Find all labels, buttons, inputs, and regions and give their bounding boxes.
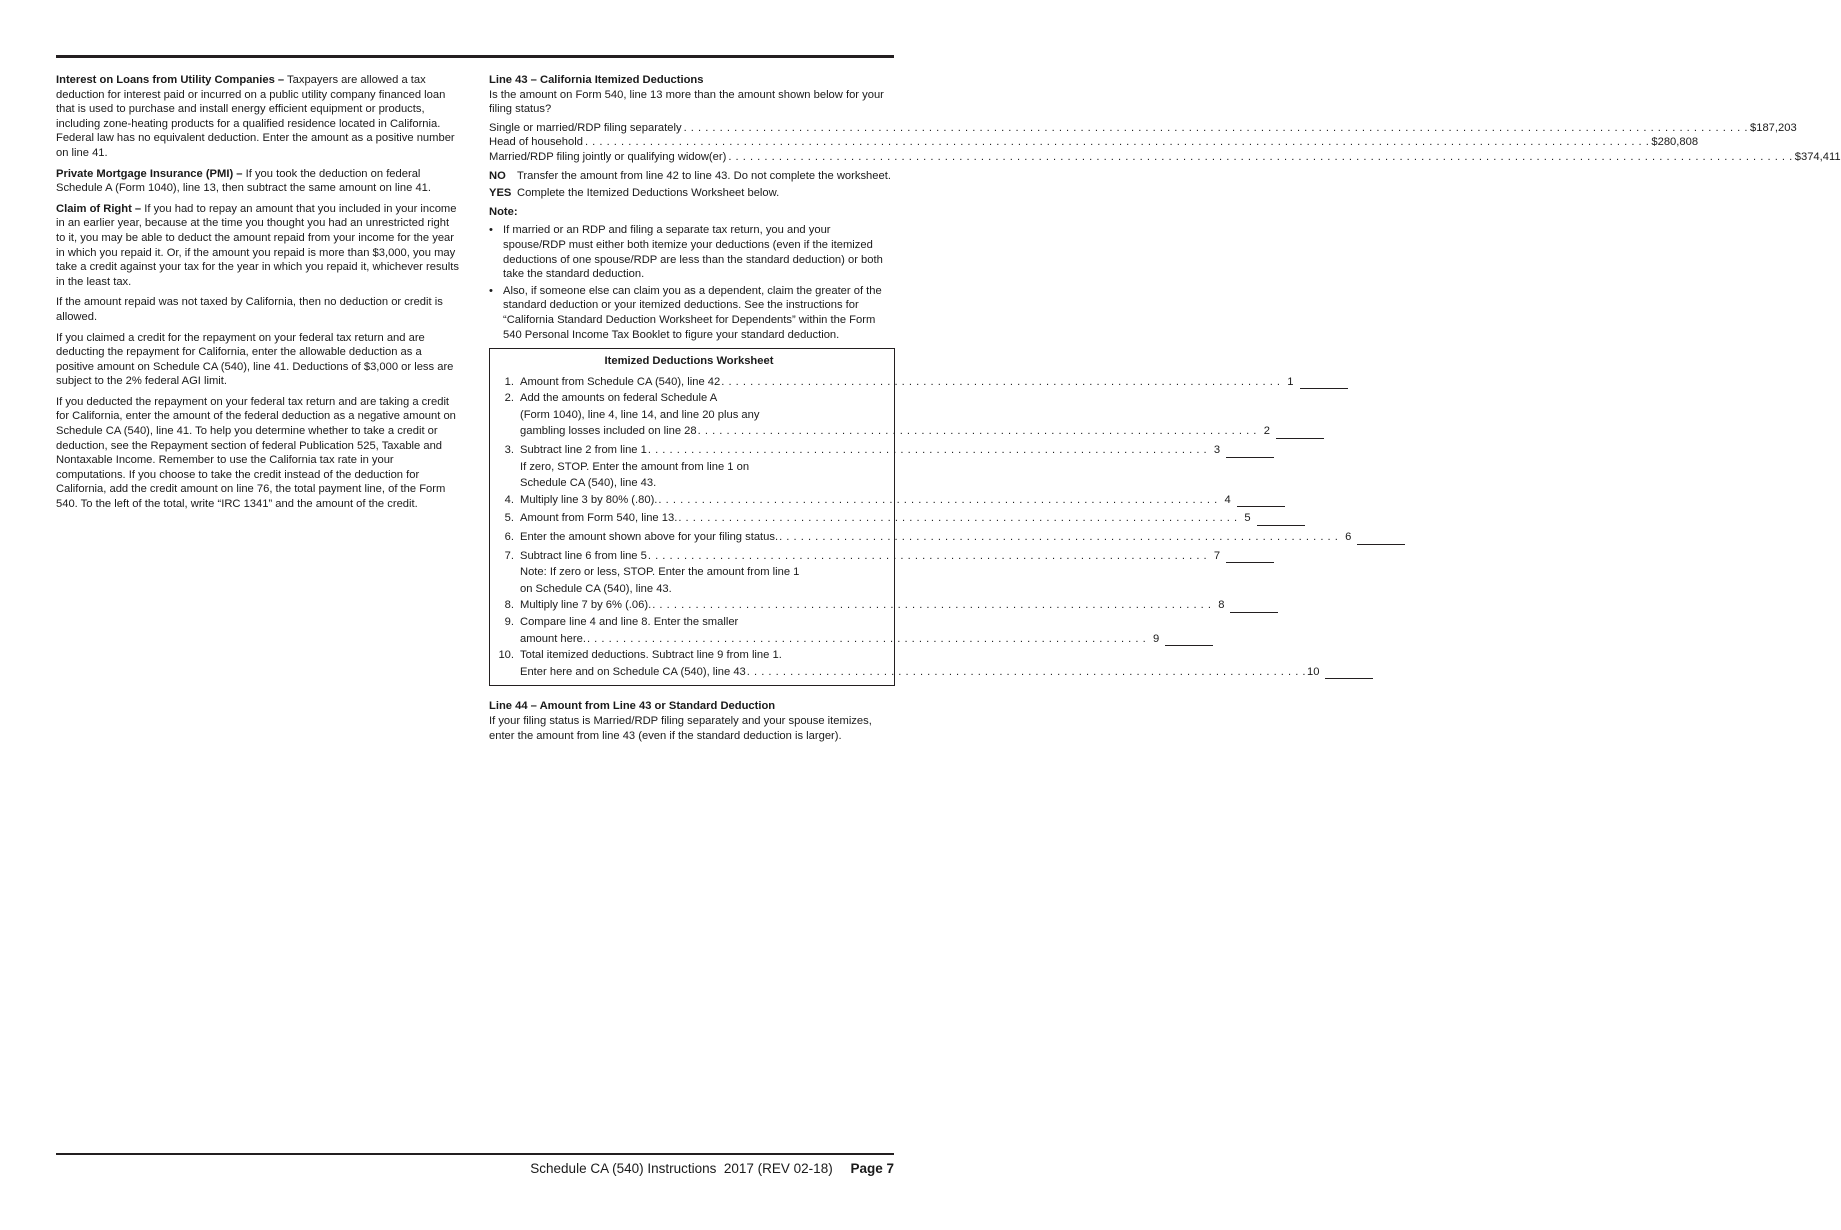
worksheet-entry-row bbox=[490, 443, 1221, 458]
claim-of-right-text: If you had to repay an amount that you included in your income in an earlier year, because at the time you thought you had an unrestricted right to it, you may be able to deduct the amount repaid from your income for the year in which you repaid it. Or, if the amount you repaid is more than $3,000, you may take a credit against your tax for the year in which you repaid it, whichever results in the least tax. bbox=[56, 202, 459, 288]
bottom-rule bbox=[56, 1153, 894, 1155]
worksheet-line-ref: 4 bbox=[1224, 493, 1231, 506]
limit-row-married-joint bbox=[489, 150, 1841, 165]
worksheet-answer-blank[interactable] bbox=[1237, 495, 1285, 507]
line43-question: Is the amount on Form 540, line 13 more than the amount shown below for your filing status? bbox=[489, 88, 884, 116]
worksheet-line-2 bbox=[490, 391, 1270, 439]
worksheet-line-text: Total itemized deductions. Subtract line 9 from line 1. bbox=[520, 649, 782, 662]
worksheet-line-ref: 3 bbox=[1213, 444, 1221, 457]
worksheet-line-8 bbox=[490, 598, 1225, 613]
worksheet-line-text: Multiply line 7 by 6% (.06). bbox=[520, 599, 652, 612]
worksheet-answer-blank[interactable] bbox=[1325, 667, 1373, 679]
worksheet-line-ref: 6 bbox=[1345, 531, 1352, 544]
worksheet-line-body bbox=[514, 375, 1294, 390]
worksheet-line-ref: 10 bbox=[1307, 665, 1320, 678]
page-number: Page 7 bbox=[850, 1161, 894, 1176]
pmi-heading: Private Mortgage Insurance (PMI) – bbox=[56, 167, 243, 180]
worksheet-line-body bbox=[514, 530, 1351, 545]
worksheet-line-number: 10. bbox=[498, 649, 514, 662]
utility-loans-heading: Interest on Loans from Utility Companies – bbox=[56, 74, 285, 86]
worksheet-text-row bbox=[490, 615, 888, 630]
worksheet-line-text: Multiply line 3 by 80% (.80). bbox=[520, 493, 658, 506]
leader-dots bbox=[585, 135, 1649, 150]
credit-claimed-paragraph: If you claimed a credit for the repayment on your federal tax return and are deducting the repayment for California, enter the allowable deduction as a positive amount on Schedule CA (540), line 41. Deductions of $3,000 or less are subject to the 2% federal AGI limit. bbox=[56, 331, 454, 388]
worksheet-line-5 bbox=[490, 511, 1251, 526]
worksheet-line-body bbox=[514, 648, 888, 663]
worksheet-line-number: 7. bbox=[504, 549, 514, 562]
worksheet-line-text-with-leader bbox=[520, 598, 1224, 613]
leader-dots bbox=[779, 530, 1338, 545]
worksheet-line-body bbox=[514, 582, 888, 597]
worksheet-line-body bbox=[514, 476, 888, 491]
note-item bbox=[489, 223, 895, 281]
worksheet-line-body bbox=[514, 598, 1224, 613]
pmi-text: If you took the deduction on federal Schedule A (Form 1040), line 13, then subtract the same amount on line 41. bbox=[56, 167, 432, 195]
worksheet-line-body bbox=[514, 493, 1231, 508]
leader-dots bbox=[747, 665, 1306, 680]
worksheet-line-text-with-leader bbox=[520, 632, 1159, 647]
limit-row-single bbox=[489, 121, 1797, 136]
worksheet-line-body bbox=[514, 424, 1270, 439]
worksheet-note-row bbox=[490, 565, 888, 580]
worksheet-line-text: Subtract line 2 from line 1 bbox=[520, 444, 647, 457]
worksheet-line-text-with-leader bbox=[520, 665, 1319, 680]
worksheet-line-note: on Schedule CA (540), line 43. bbox=[520, 582, 672, 595]
worksheet-line-text: Amount from Form 540, line 13. bbox=[520, 512, 678, 525]
worksheet-entry-row bbox=[490, 598, 1225, 613]
worksheet-entry-row bbox=[490, 511, 1251, 526]
worksheet-line-text-with-leader bbox=[520, 493, 1231, 508]
leader-dots bbox=[658, 493, 1217, 508]
line44-text: If your filing status is Married/RDP filing separately and your spouse itemizes, enter the amount from line 43 (even if the standard deduction is larger). bbox=[489, 714, 872, 742]
worksheet-line-text: Subtract line 6 from line 5 bbox=[520, 549, 647, 562]
utility-loans-text: Taxpayers are allowed a tax deduction for interest paid or incurred on a public utility company financed loan that is used to purchase and install energy efficient equipment or products, including zone-heating products for a qualified residence located in California. Federal law has no equivalent deduction. Enter the amount as a positive number on line 41. bbox=[56, 74, 455, 159]
answer-no-text: Transfer the amount from line 42 to line 43. Do not complete the worksheet. bbox=[517, 169, 891, 182]
worksheet-line-ref: 5 bbox=[1244, 512, 1251, 525]
limit-amount: $187,203 bbox=[1750, 121, 1797, 134]
worksheet-line-text-with-leader bbox=[520, 375, 1294, 390]
note-text: If married or an RDP and filing a separate tax return, you and your spouse/RDP must either both itemize your deductions (even if the itemized deductions of one spouse/RDP are less than the standard deduction) or both take the standard deduction. bbox=[503, 224, 883, 281]
worksheet-line-ref: 7 bbox=[1213, 549, 1221, 562]
worksheet-line-number: 9. bbox=[504, 616, 514, 628]
worksheet-answer-blank[interactable] bbox=[1257, 514, 1305, 526]
worksheet-entry-row bbox=[490, 424, 1270, 439]
worksheet-line-number: 8. bbox=[504, 599, 514, 612]
worksheet-line-number: 4. bbox=[504, 493, 514, 506]
note-text: Also, if someone else can claim you as a dependent, claim the greater of the standard deduction or your itemized deductions. See the instructions for “California Standard Deduction Worksheet for Dependents” within the Form 540 Personal Income Tax Booklet to figure your standard deduction. bbox=[503, 284, 882, 341]
worksheet-line-text: Compare line 4 and line 8. Enter the smaller bbox=[520, 616, 739, 628]
worksheet-line-body bbox=[514, 615, 888, 630]
worksheet-line-6 bbox=[490, 530, 1352, 545]
worksheet-line-text: amount here. bbox=[520, 632, 586, 645]
top-rule bbox=[56, 55, 894, 58]
notes-list bbox=[489, 223, 895, 342]
limit-label: Married/RDP filing jointly or qualifying widow(er) bbox=[489, 150, 727, 163]
claim-of-right-paragraph bbox=[56, 202, 461, 290]
worksheet-entry-row bbox=[490, 549, 1221, 564]
worksheet-answer-blank[interactable] bbox=[1357, 533, 1405, 545]
answer-no bbox=[489, 169, 895, 184]
leader-dots bbox=[648, 443, 1207, 458]
worksheet-line-ref: 8 bbox=[1218, 599, 1225, 612]
worksheet-line-text: Enter the amount shown above for your filing status. bbox=[520, 531, 779, 544]
line44-heading: Line 44 – Amount from Line 43 or Standard Deduction bbox=[489, 700, 776, 713]
worksheet-line-body bbox=[514, 460, 888, 475]
limit-label: Head of household bbox=[489, 136, 583, 149]
worksheet-line-3 bbox=[490, 443, 1221, 491]
worksheet-line-text-with-leader bbox=[520, 443, 1220, 458]
limit-row-head-of-household bbox=[489, 135, 1699, 150]
answer-yes-text: Complete the Itemized Deductions Worksheet below. bbox=[517, 187, 780, 200]
line43-heading: Line 43 – California Itemized Deductions bbox=[489, 74, 704, 86]
worksheet-line-7 bbox=[490, 549, 1221, 597]
note-item bbox=[489, 284, 895, 342]
worksheet-line-body bbox=[514, 665, 1319, 680]
answer-yes-key: YES bbox=[489, 187, 512, 200]
worksheet-line-text-with-leader bbox=[520, 511, 1251, 526]
worksheet-line-9 bbox=[490, 615, 1160, 646]
leader-dots bbox=[698, 424, 1257, 439]
worksheet-entry-row bbox=[490, 632, 1160, 647]
worksheet-note-row bbox=[490, 460, 888, 475]
bullet: • bbox=[489, 284, 493, 297]
worksheet-answer-blank[interactable] bbox=[1165, 634, 1213, 646]
leader-dots bbox=[587, 632, 1146, 647]
worksheet-line-text-with-leader bbox=[520, 549, 1220, 564]
footer-document-title: Schedule CA (540) Instructions 2017 (REV 02-18) bbox=[530, 1161, 833, 1176]
worksheet-line-ref: 2 bbox=[1263, 425, 1270, 438]
worksheet-line-text: Amount from Schedule CA (540), line 42 bbox=[520, 375, 721, 388]
worksheet-answer-blank[interactable] bbox=[1226, 551, 1274, 563]
leader-dots bbox=[684, 121, 1748, 136]
worksheet-answer-blank[interactable] bbox=[1300, 377, 1348, 389]
bullet: • bbox=[489, 224, 493, 237]
worksheet-line-number: 6. bbox=[504, 531, 514, 544]
deducted-paragraph: If you deducted the repayment on your federal tax return and are taking a credit for California, enter the amount of the federal deduction as a negative amount on Schedule CA (540), line 41. To help you determine whether to take a credit or deduction, see the Repayment section of federal Publication 525, Taxable and Nontaxable Income. Remember to use the California tax rate in your computations. If you choose to take the credit instead of the deduction for California, add the credit amount on line 76, the total payment line, of the Form 540. To the left of the total, write “IRC 1341” and the amount of the credit. bbox=[56, 395, 456, 511]
worksheet-lines bbox=[490, 375, 1352, 680]
filing-status-limits bbox=[489, 121, 1841, 165]
leader-dots bbox=[721, 375, 1280, 390]
leader-dots bbox=[648, 549, 1207, 564]
worksheet-line-body bbox=[514, 632, 1159, 647]
worksheet-line-number: 3. bbox=[504, 444, 514, 457]
worksheet-line-text: (Form 1040), line 4, line 14, and line 20 plus any bbox=[520, 408, 760, 421]
worksheet-line-body bbox=[514, 443, 1220, 458]
limit-amount: $280,808 bbox=[1651, 136, 1699, 149]
worksheet-answer-blank[interactable] bbox=[1276, 427, 1324, 439]
answer-yes bbox=[489, 186, 895, 201]
worksheet-line-text: gambling losses included on line 28 bbox=[520, 425, 697, 438]
worksheet-line-ref: 9 bbox=[1152, 632, 1160, 645]
worksheet-line-note: Note: If zero or less, STOP. Enter the amount from line 1 bbox=[520, 566, 800, 579]
left-column bbox=[56, 73, 461, 518]
worksheet-line-number: 5. bbox=[504, 512, 514, 525]
worksheet-line-note: Schedule CA (540), line 43. bbox=[520, 477, 657, 490]
worksheet-line-body bbox=[514, 549, 1220, 564]
worksheet-note-row bbox=[490, 476, 888, 491]
leader-dots bbox=[652, 598, 1211, 613]
worksheet-title: Itemized Deductions Worksheet bbox=[604, 355, 774, 368]
worksheet-line-10 bbox=[490, 648, 1320, 679]
not-taxed-paragraph: If the amount repaid was not taxed by California, then no deduction or credit is allowed. bbox=[56, 296, 443, 323]
worksheet-line-text: Enter here and on Schedule CA (540), line 43 bbox=[520, 665, 746, 678]
worksheet-line-text: Add the amounts on federal Schedule A bbox=[520, 392, 718, 405]
answer-no-key: NO bbox=[489, 169, 506, 182]
worksheet-text-row bbox=[490, 391, 888, 406]
worksheet-text-row bbox=[490, 408, 888, 423]
worksheet-line-number: 2. bbox=[504, 392, 514, 405]
itemized-deductions-worksheet bbox=[489, 348, 1352, 686]
worksheet-line-1 bbox=[490, 375, 1294, 390]
limit-amount: $374,411 bbox=[1794, 150, 1841, 163]
limit-label: Single or married/RDP filing separately bbox=[489, 121, 682, 134]
worksheet-line-body bbox=[514, 391, 888, 406]
worksheet-line-text-with-leader bbox=[520, 530, 1351, 545]
right-column bbox=[489, 73, 1841, 749]
worksheet-answer-blank[interactable] bbox=[1226, 446, 1274, 458]
worksheet-answer-blank[interactable] bbox=[1230, 601, 1278, 613]
worksheet-line-body bbox=[514, 408, 888, 423]
worksheet-entry-row bbox=[490, 493, 1231, 508]
worksheet-line-body bbox=[514, 565, 888, 580]
worksheet-line-note: If zero, STOP. Enter the amount from line 1 on bbox=[520, 460, 750, 473]
pmi-paragraph bbox=[56, 167, 461, 196]
worksheet-entry-row bbox=[490, 375, 1294, 390]
worksheet-entry-row bbox=[490, 530, 1352, 545]
worksheet-line-number: 1. bbox=[504, 375, 514, 388]
leader-dots bbox=[678, 511, 1237, 526]
worksheet-line-ref: 1 bbox=[1287, 375, 1294, 388]
note-label: Note: bbox=[489, 205, 518, 218]
page-footer bbox=[530, 1162, 894, 1177]
worksheet-note-row bbox=[490, 582, 888, 597]
worksheet-text-row bbox=[490, 648, 888, 663]
worksheet-line-body bbox=[514, 511, 1251, 526]
worksheet-line-text-with-leader bbox=[520, 424, 1270, 439]
leader-dots bbox=[728, 150, 1792, 165]
claim-of-right-heading: Claim of Right – bbox=[56, 202, 142, 215]
worksheet-line-4 bbox=[490, 493, 1231, 508]
worksheet-entry-row bbox=[490, 665, 1320, 680]
utility-loans-paragraph bbox=[56, 73, 461, 161]
